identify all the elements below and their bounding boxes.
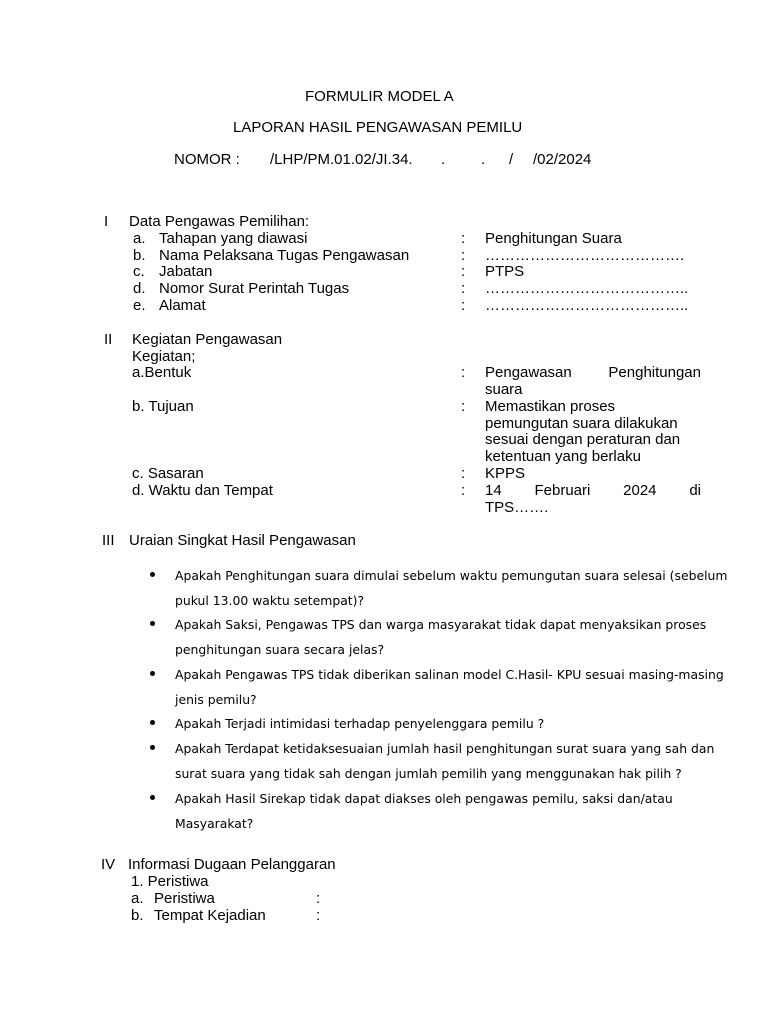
section3-number: III xyxy=(102,532,115,549)
nomor-dot1: . xyxy=(441,151,446,168)
section2-number: II xyxy=(104,331,113,348)
tujuan-colon: : xyxy=(461,398,466,415)
section1-title: Data Pengawas Pemilihan: xyxy=(129,213,310,230)
waktu-word: 14 xyxy=(485,482,502,499)
bullet-icon xyxy=(150,745,155,750)
section1-letter-d: d. xyxy=(133,280,146,297)
nomor-label: NOMOR : xyxy=(174,151,240,168)
bullet-text-line2: penghitungan suara secara jelas? xyxy=(175,642,385,657)
bullet-icon xyxy=(150,621,155,626)
section2-subtitle: Kegiatan; xyxy=(132,348,196,365)
section4-letter-b: b. xyxy=(131,907,144,924)
peristiwa-colon: : xyxy=(316,890,321,907)
waktu-label: d. Waktu dan Tempat xyxy=(132,482,273,499)
bullet-text-line2: jenis pemilu? xyxy=(175,692,257,707)
waktu-word: 2024 xyxy=(623,482,657,499)
waktu-value-line2: TPS……. xyxy=(485,499,549,516)
alamat-label: Alamat xyxy=(159,297,206,314)
section1-letter-b: b. xyxy=(133,247,146,264)
bullet-text-line1: Apakah Hasil Sirekap tidak dapat diakses oleh pengawas pemilu, saksi dan/atau xyxy=(175,791,673,806)
bullet-text-line2: pukul 13.00 waktu setempat)? xyxy=(175,593,365,608)
section1-letter-a: a. xyxy=(133,230,146,247)
nomor-surat-label: Nomor Surat Perintah Tugas xyxy=(159,280,350,297)
waktu-word: di xyxy=(689,482,701,499)
bullet-icon xyxy=(150,795,155,800)
tujuan-line: sesuai dengan peraturan dan xyxy=(485,431,681,448)
section4-letter-a: a. xyxy=(131,890,144,907)
nama-pelaksana-label: Nama Pelaksana Tugas Pengawasan xyxy=(159,247,410,264)
nomor-part1: /LHP/PM.01.02/JI.34. xyxy=(270,151,413,168)
jabatan-label: Jabatan xyxy=(159,263,213,280)
alamat-colon: : xyxy=(461,297,466,314)
waktu-word: Februari xyxy=(534,482,591,499)
nomor-surat-value: ………………………………….. xyxy=(485,280,689,297)
bentuk-word: Pengawasan xyxy=(485,364,572,381)
bullet-icon xyxy=(150,720,155,725)
bullet-text-line1: Apakah Terdapat ketidaksesuaian jumlah hasil penghitungan surat suara yang sah dan xyxy=(175,741,715,756)
bullet-text-line1: Apakah Pengawas TPS tidak diberikan salinan model C.Hasil- KPU sesuai masing-masing xyxy=(175,667,724,682)
nomor-dot2: . xyxy=(481,151,486,168)
sasaran-label: c. Sasaran xyxy=(132,465,204,482)
sasaran-value: KPPS xyxy=(485,465,526,482)
tahapan-colon: : xyxy=(461,230,466,247)
bullet-icon xyxy=(150,671,155,676)
section4-title: Informasi Dugaan Pelanggaran xyxy=(128,856,336,873)
tempat-kejadian-colon: : xyxy=(316,907,321,924)
sasaran-colon: : xyxy=(461,465,466,482)
tujuan-line: ketentuan yang berlaku xyxy=(485,448,641,465)
tujuan-line: Memastikan proses xyxy=(485,398,616,415)
bentuk-value-line2: suara xyxy=(485,381,523,398)
section2-title: Kegiatan Pengawasan xyxy=(132,331,283,348)
section3-title: Uraian Singkat Hasil Pengawasan xyxy=(129,532,356,549)
bentuk-word: Penghitungan xyxy=(608,364,701,381)
peristiwa-label: Peristiwa xyxy=(154,890,215,907)
nama-pelaksana-value: …………………………………. xyxy=(485,247,685,264)
nomor-surat-colon: : xyxy=(461,280,466,297)
section4-sub: 1. Peristiwa xyxy=(131,873,209,890)
bullet-text-line1: Apakah Saksi, Pengawas TPS dan warga masyarakat tidak dapat menyaksikan proses xyxy=(175,617,707,632)
section1-number: I xyxy=(104,213,109,230)
waktu-value-line1 xyxy=(485,482,701,499)
nomor-tail: /02/2024 xyxy=(533,151,592,168)
waktu-colon: : xyxy=(461,482,466,499)
section1-letter-c: c. xyxy=(133,263,145,280)
tahapan-value: Penghitungan Suara xyxy=(485,230,622,247)
jabatan-colon: : xyxy=(461,263,466,280)
tempat-kejadian-label: Tempat Kejadian xyxy=(154,907,266,924)
bentuk-label: a.Bentuk xyxy=(132,364,192,381)
alamat-value: ………………………………….. xyxy=(485,297,689,314)
tahapan-label: Tahapan yang diawasi xyxy=(159,230,308,247)
bullet-text-line2: surat suara yang tidak sah dengan jumlah pemilih yang menggunakan hak pilih ? xyxy=(175,766,682,781)
bullet-text-line2: Masyarakat? xyxy=(175,816,254,831)
bullet-text-line1: Apakah Terjadi intimidasi terhadap penyelenggara pemilu ? xyxy=(175,716,545,731)
bullet-icon xyxy=(150,572,155,577)
tujuan-line: pemungutan suara dilakukan xyxy=(485,415,678,432)
section4-number: IV xyxy=(101,856,116,873)
jabatan-value: PTPS xyxy=(485,263,525,280)
tujuan-label: b. Tujuan xyxy=(132,398,194,415)
bentuk-value-line1 xyxy=(485,364,701,381)
section1-letter-e: e. xyxy=(133,297,146,314)
bentuk-colon: : xyxy=(461,364,466,381)
bullet-text-line1: Apakah Penghitungan suara dimulai sebelum waktu pemungutan suara selesai (sebelum xyxy=(175,568,728,583)
report-title: LAPORAN HASIL PENGAWASAN PEMILU xyxy=(233,119,523,136)
form-title: FORMULIR MODEL A xyxy=(305,88,454,105)
nama-pelaksana-colon: : xyxy=(461,247,466,264)
nomor-slash: / xyxy=(509,151,514,168)
